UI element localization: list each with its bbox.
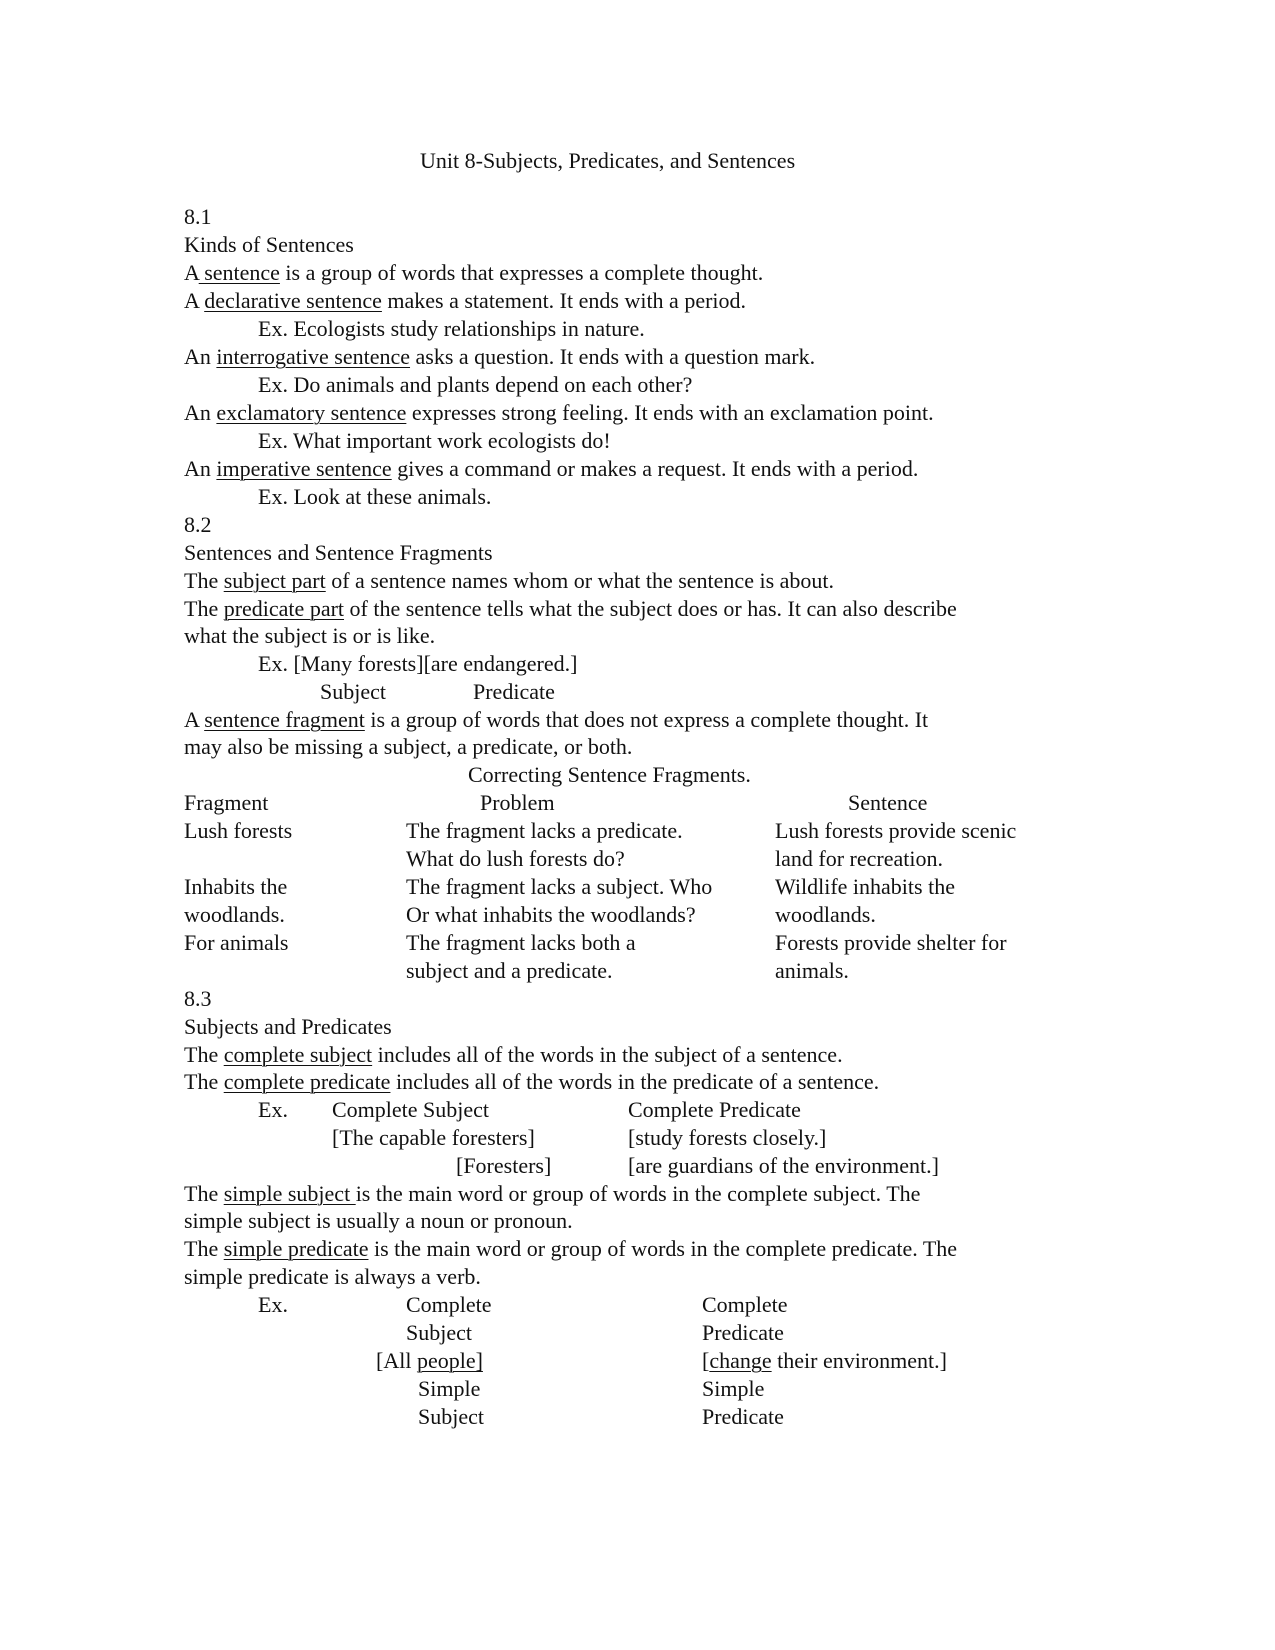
def-exclamatory: An exclamatory sentence expresses strong feeling. It ends with an exclamation point. <box>184 400 934 425</box>
term-declarative: declarative sentence <box>204 288 382 313</box>
def-subject-part: The subject part of a sentence names whom or what the sentence is about. <box>184 568 835 593</box>
section-heading-subjects-predicates: Subjects and Predicates <box>184 1014 392 1039</box>
table-cell: The fragment lacks a predicate. <box>406 818 683 843</box>
example2-left-top: Complete <box>406 1292 492 1317</box>
table-cell: animals. <box>775 958 849 983</box>
term-complete-predicate: complete predicate <box>223 1069 391 1094</box>
term-exclamatory: exclamatory sentence <box>216 400 407 425</box>
table-cell: The fragment lacks a subject. Who <box>406 874 713 899</box>
table-cell: Inhabits the <box>184 874 288 899</box>
table-cell: Wildlife inhabits the <box>775 874 955 899</box>
table-cell: Lush forests provide scenic <box>775 818 1017 843</box>
example-imperative: Ex. Look at these animals. <box>258 484 492 509</box>
example-cell: [Foresters] <box>456 1153 552 1178</box>
term-sentence-fragment: sentence fragment <box>204 707 365 732</box>
section-number-8-2: 8.2 <box>184 512 212 537</box>
example-subject-label: Subject <box>320 679 386 704</box>
example-predicate-label: Predicate <box>473 679 555 704</box>
table-title: Correcting Sentence Fragments. <box>468 762 751 787</box>
term-complete-subject: complete subject <box>223 1042 373 1067</box>
term-change: change <box>709 1348 772 1373</box>
def-sentence: A sentence is a group of words that expresses a complete thought. <box>184 260 764 285</box>
example-label: Ex. <box>258 1097 288 1122</box>
example-cell: [are guardians of the environment.] <box>628 1153 939 1178</box>
def-sentence-fragment-line2: may also be missing a subject, a predicate, or both. <box>184 734 633 759</box>
example2-right-sentence: [change their environment.] <box>702 1348 947 1373</box>
term-interrogative: interrogative sentence <box>216 344 411 369</box>
table-header-problem: Problem <box>480 790 555 815</box>
table-cell: For animals <box>184 930 289 955</box>
table-cell: land for recreation. <box>775 846 943 871</box>
term-imperative: imperative sentence <box>216 456 392 481</box>
example-cell: [study forests closely.] <box>628 1125 827 1150</box>
example-exclamatory: Ex. What important work ecologists do! <box>258 428 611 453</box>
example-cell: [The capable foresters] <box>332 1125 535 1150</box>
example2-right-bottom: Predicate <box>702 1404 784 1429</box>
example-header-complete-subject: Complete Subject <box>332 1097 490 1122</box>
table-cell: Or what inhabits the woodlands? <box>406 902 696 927</box>
def-declarative: A declarative sentence makes a statement. It ends with a period. <box>184 288 747 313</box>
table-header-sentence: Sentence <box>848 790 928 815</box>
def-complete-subject: The complete subject includes all of the words in the subject of a sentence. <box>184 1042 843 1067</box>
term-subject-part: subject part <box>223 568 326 593</box>
table-cell: woodlands. <box>775 902 876 927</box>
table-cell: Forests provide shelter for <box>775 930 1007 955</box>
example-subject-predicate: Ex. [Many forests][are endangered.] <box>258 651 578 676</box>
def-simple-subject: The simple subject is the main word or group of words in the complete subject. The <box>184 1181 921 1206</box>
example2-left-top: Subject <box>406 1320 472 1345</box>
term-predicate-part: predicate part <box>223 596 345 621</box>
example2-left-bottom: Simple <box>418 1376 481 1401</box>
example2-left-sentence: [All people] <box>376 1348 483 1373</box>
def-simple-predicate-line2: simple predicate is always a verb. <box>184 1264 481 1289</box>
def-simple-subject-line2: simple subject is usually a noun or pronoun. <box>184 1208 573 1233</box>
example2-right-top: Complete <box>702 1292 788 1317</box>
example-header-complete-predicate: Complete Predicate <box>628 1097 801 1122</box>
term-simple-subject: simple subject <box>223 1181 356 1206</box>
section-number-8-3: 8.3 <box>184 986 212 1011</box>
term-people: people] <box>416 1348 483 1373</box>
def-imperative: An imperative sentence gives a command or makes a request. It ends with a period. <box>184 456 919 481</box>
example2-right-bottom: Simple <box>702 1376 765 1401</box>
def-simple-predicate: The simple predicate is the main word or group of words in the complete predicate. The <box>184 1236 958 1261</box>
table-cell: The fragment lacks both a <box>406 930 636 955</box>
term-sentence: sentence <box>198 260 280 285</box>
example-interrogative: Ex. Do animals and plants depend on each other? <box>258 372 693 397</box>
table-cell: Lush forests <box>184 818 293 843</box>
table-cell: woodlands. <box>184 902 285 927</box>
section-heading-fragments: Sentences and Sentence Fragments <box>184 540 493 565</box>
term-simple-predicate: simple predicate <box>223 1236 369 1261</box>
table-cell: What do lush forests do? <box>406 846 625 871</box>
example2-left-bottom: Subject <box>418 1404 484 1429</box>
section-heading-kinds: Kinds of Sentences <box>184 232 354 257</box>
table-cell: subject and a predicate. <box>406 958 613 983</box>
def-predicate-part-line2: what the subject is or is like. <box>184 623 436 648</box>
section-number-8-1: 8.1 <box>184 204 212 229</box>
example-declarative: Ex. Ecologists study relationships in nature. <box>258 316 645 341</box>
def-complete-predicate: The complete predicate includes all of the words in the predicate of a sentence. <box>184 1069 880 1094</box>
page-title: Unit 8-Subjects, Predicates, and Sentences <box>420 148 796 173</box>
table-header-fragment: Fragment <box>184 790 269 815</box>
def-sentence-fragment: A sentence fragment is a group of words that does not express a complete thought. It <box>184 707 929 732</box>
example-label: Ex. <box>258 1292 288 1317</box>
def-interrogative: An interrogative sentence asks a question. It ends with a question mark. <box>184 344 816 369</box>
def-predicate-part: The predicate part of the sentence tells what the subject does or has. It can also describe <box>184 596 957 621</box>
example2-right-top: Predicate <box>702 1320 784 1345</box>
